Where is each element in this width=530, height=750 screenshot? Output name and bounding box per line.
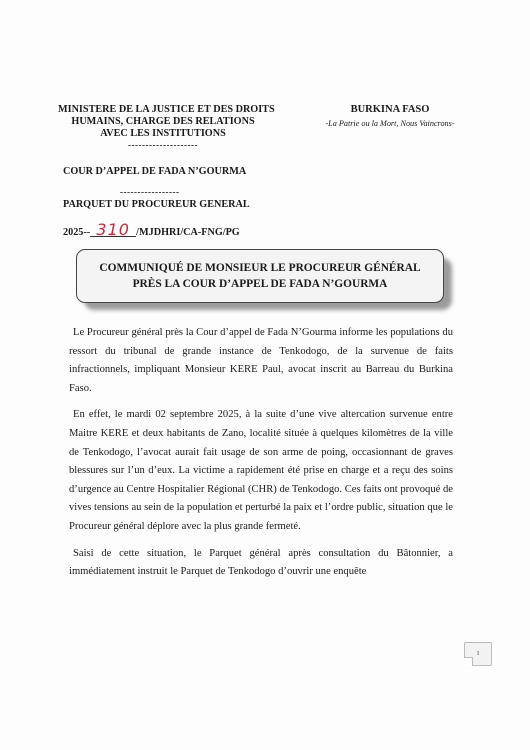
country-name: BURKINA FASO (350, 104, 430, 115)
ministry-line-2: HUMAINS, CHARGE DES RELATIONS (71, 116, 255, 127)
reference-number (63, 220, 240, 239)
ministry-header (58, 104, 275, 151)
ministry-line-1: MINISTERE DE LA JUSTICE ET DES DROITS (58, 104, 275, 115)
page-number: 1 (464, 642, 492, 666)
ref-prefix: 2025-- (63, 227, 91, 238)
title-line-1: COMMUNIQUÉ DE MONSIEUR LE PROCUREUR GÉNÉRAL (99, 262, 421, 274)
ministry-line-3: AVEC LES INSTITUTIONS (100, 128, 226, 139)
paragraph-2: En effet, le mardi 02 septembre 2025, à la suite d’une vive altercation survenue entre Maitre KERE et deux habitants de Zano, localité située à quelques kilomètres de la ville de Tenkodogo, l’avocat aurait fait usage de son arme de poing, occasionnant de graves blessures sur l’un d’eux. La victime a rapidement été prise en charge et a reçu des soins d’urgence au Centre Hospitalier Régional (CHR) de Tenkodogo. Ces faits ont provoqué de vives tensions au sein de la population et perturbé la paix et l’ordre public, situation que le Procureur général déplore avec la plus grande fermeté. (69, 409, 453, 532)
country-header (300, 104, 480, 132)
court-separator: ----------------- (120, 187, 180, 197)
court-name: COUR D’APPEL DE FADA N’GOURMA (63, 166, 247, 177)
title-line-2: PRÈS LA COUR D’APPEL DE FADA N’GOURMA (132, 278, 388, 290)
header-separator: -------------------- (128, 140, 198, 150)
ref-suffix: /MJDHRI/CA-FNG/PG (136, 227, 240, 238)
national-motto: -La Patrie ou la Mort, Nous Vaincrons- (325, 119, 455, 128)
paragraph-3: Saisi de cette situation, le Parquet général après consultation du Bâtonnier, a immédiatement instruit le Parquet de Tenkodogo d’ouvrir une enquête (69, 547, 453, 578)
communique-body (69, 324, 453, 590)
title-banner (76, 249, 444, 303)
parquet-name: PARQUET DU PROCUREUR GENERAL (63, 199, 250, 210)
paragraph-1: Le Procureur général près la Cour d’appel de Fada N’Gourma informe les populations du ressort du tribunal de grande instance de Tenkodogo, de la survenue de faits infractionnels, impliquant Monsieur KERE Paul, avocat inscrit au Barreau du Burkina Faso. (69, 327, 453, 394)
ref-handwritten-number: 310 (90, 223, 136, 237)
